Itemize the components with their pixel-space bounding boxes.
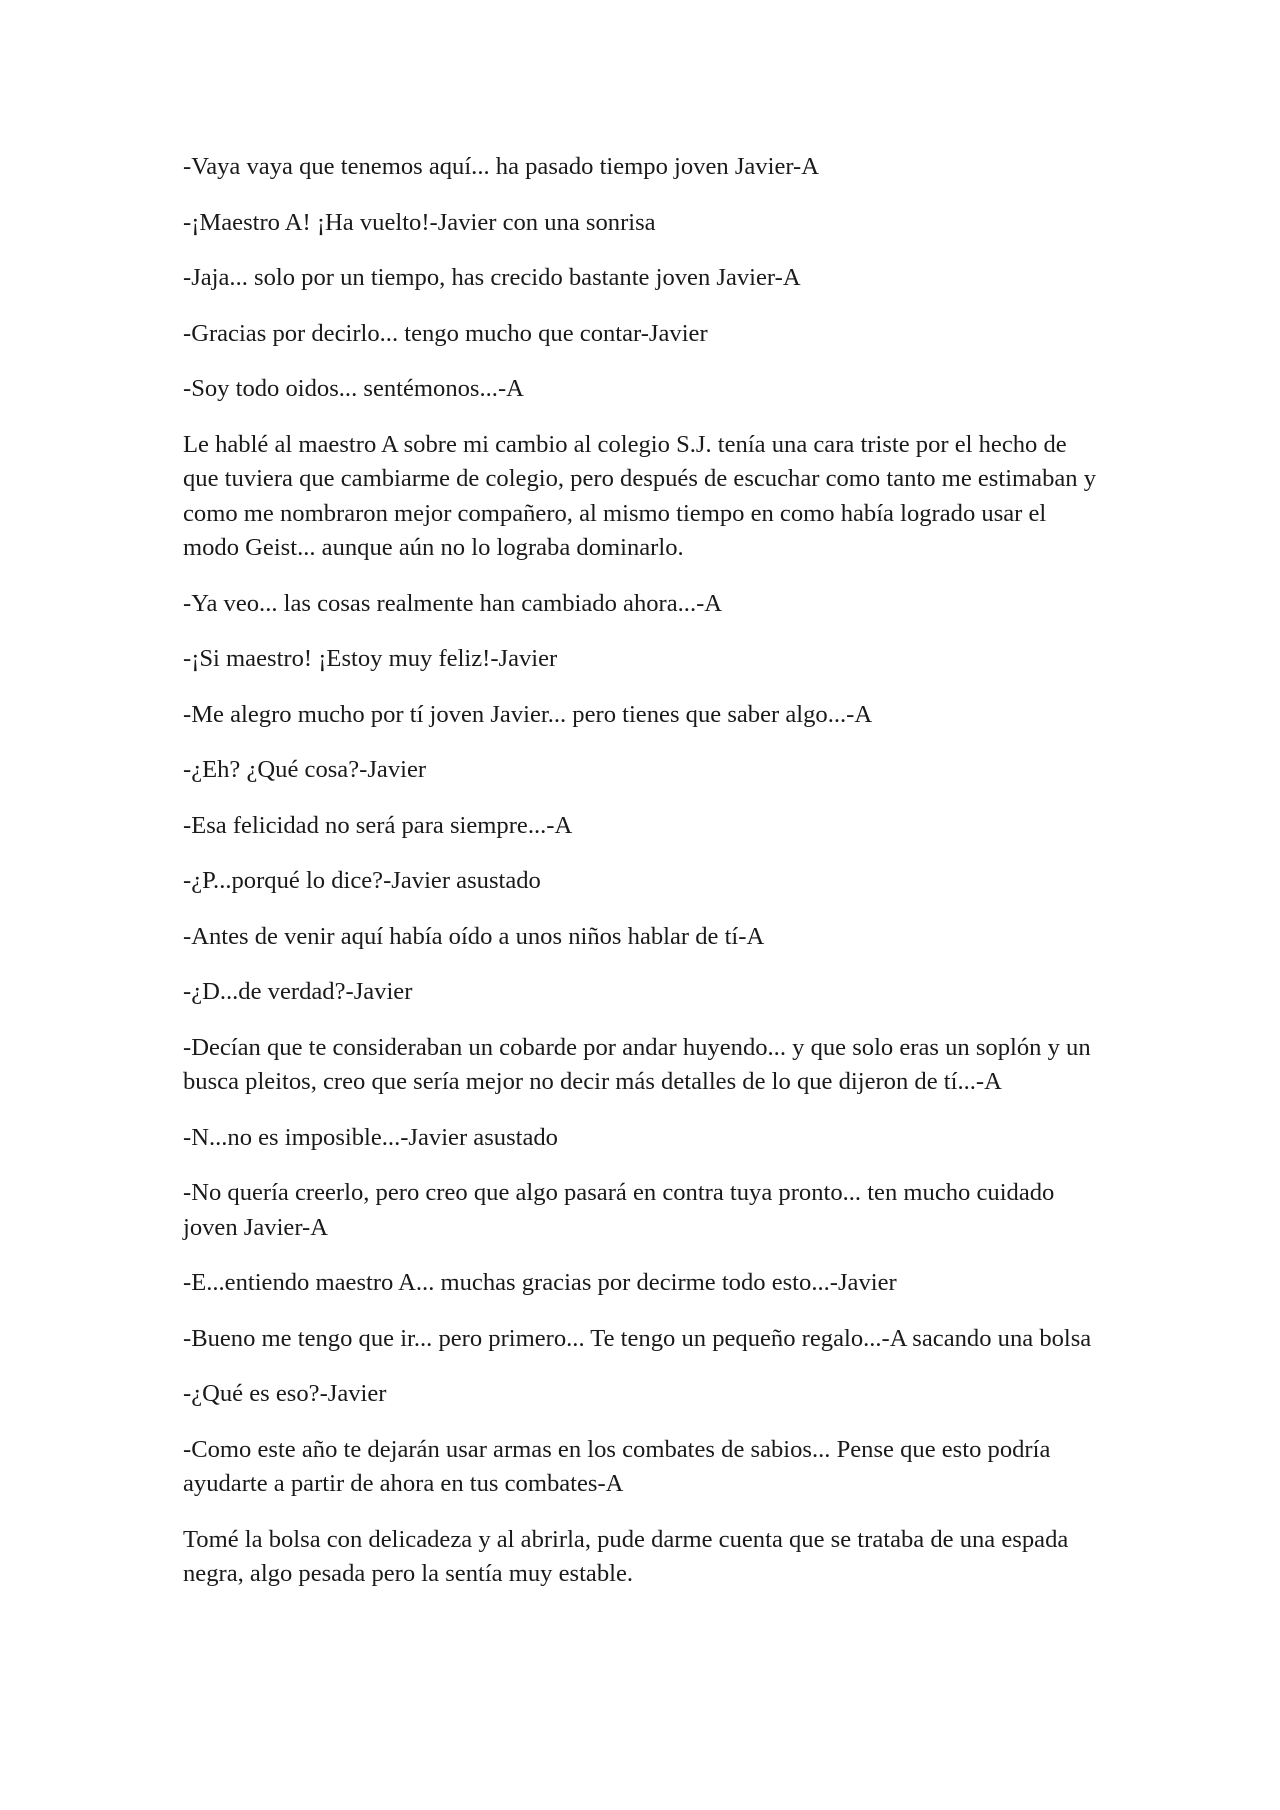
paragraph: -N...no es imposible...-Javier asustado — [183, 1123, 558, 1151]
paragraph: -Me alegro mucho por tí joven Javier... pero tienes que saber algo...-A — [183, 700, 873, 728]
paragraph: -Esa felicidad no será para siempre...-A — [183, 811, 573, 839]
paragraph: -Decían que te consideraban un cobarde por andar huyendo... y que solo eras un soplón y un busca pleitos, creo que sería mejor no decir más detalles de lo que dijeron de tí...-A — [183, 1033, 1091, 1095]
paragraph: -¿D...de verdad?-Javier — [183, 978, 413, 1005]
paragraph: -Como este año te dejarán usar armas en los combates de sabios... Pense que esto podría ayudarte a partir de ahora en tus combates-A — [183, 1435, 1051, 1497]
paragraph: -Jaja... solo por un tiempo, has crecido bastante joven Javier-A — [183, 264, 801, 291]
paragraph: -¡Si maestro! ¡Estoy muy feliz!-Javier — [183, 645, 558, 672]
paragraph: -Ya veo... las cosas realmente han cambiado ahora...-A — [183, 589, 723, 617]
paragraph: -¡Maestro A! ¡Ha vuelto!-Javier con una sonrisa — [183, 208, 656, 236]
document-body — [183, 150, 1103, 1613]
paragraph: -¿Qué es eso?-Javier — [183, 1380, 387, 1407]
paragraph: -¿P...porqué lo dice?-Javier asustado — [183, 867, 541, 894]
paragraph: -Vaya vaya que tenemos aquí... ha pasado tiempo joven Javier-A — [183, 153, 820, 180]
paragraph: -Antes de venir aquí había oído a unos niños hablar de tí-A — [183, 922, 765, 950]
paragraph: -Soy todo oidos... sentémonos...-A — [183, 375, 524, 402]
paragraph: -Bueno me tengo que ir... pero primero... Te tengo un pequeño regalo...-A sacando una bolsa — [183, 1324, 1092, 1352]
paragraph: -Gracias por decirlo... tengo mucho que contar-Javier — [183, 319, 708, 347]
paragraph: Tomé la bolsa con delicadeza y al abrirla, pude darme cuenta que se trataba de una espada negra, algo pesada pero la sentía muy estable. — [183, 1525, 1069, 1587]
paragraph: -E...entiendo maestro A... muchas gracias por decirme todo esto...-Javier — [183, 1269, 897, 1296]
paragraph: Le hablé al maestro A sobre mi cambio al colegio S.J. tenía una cara triste por el hecho de que tuviera que cambiarme de colegio, pero después de escuchar como tanto me estimaban y como me nombraron mejor compañero, al mismo tiempo en como había logrado usar el modo Geist... aunque aún no lo lograba dominarlo. — [183, 430, 1097, 561]
paragraph: -¿Eh? ¿Qué cosa?-Javier — [183, 756, 427, 783]
paragraph: -No quería creerlo, pero creo que algo pasará en contra tuya pronto... ten mucho cuidado joven Javier-A — [183, 1179, 1055, 1241]
